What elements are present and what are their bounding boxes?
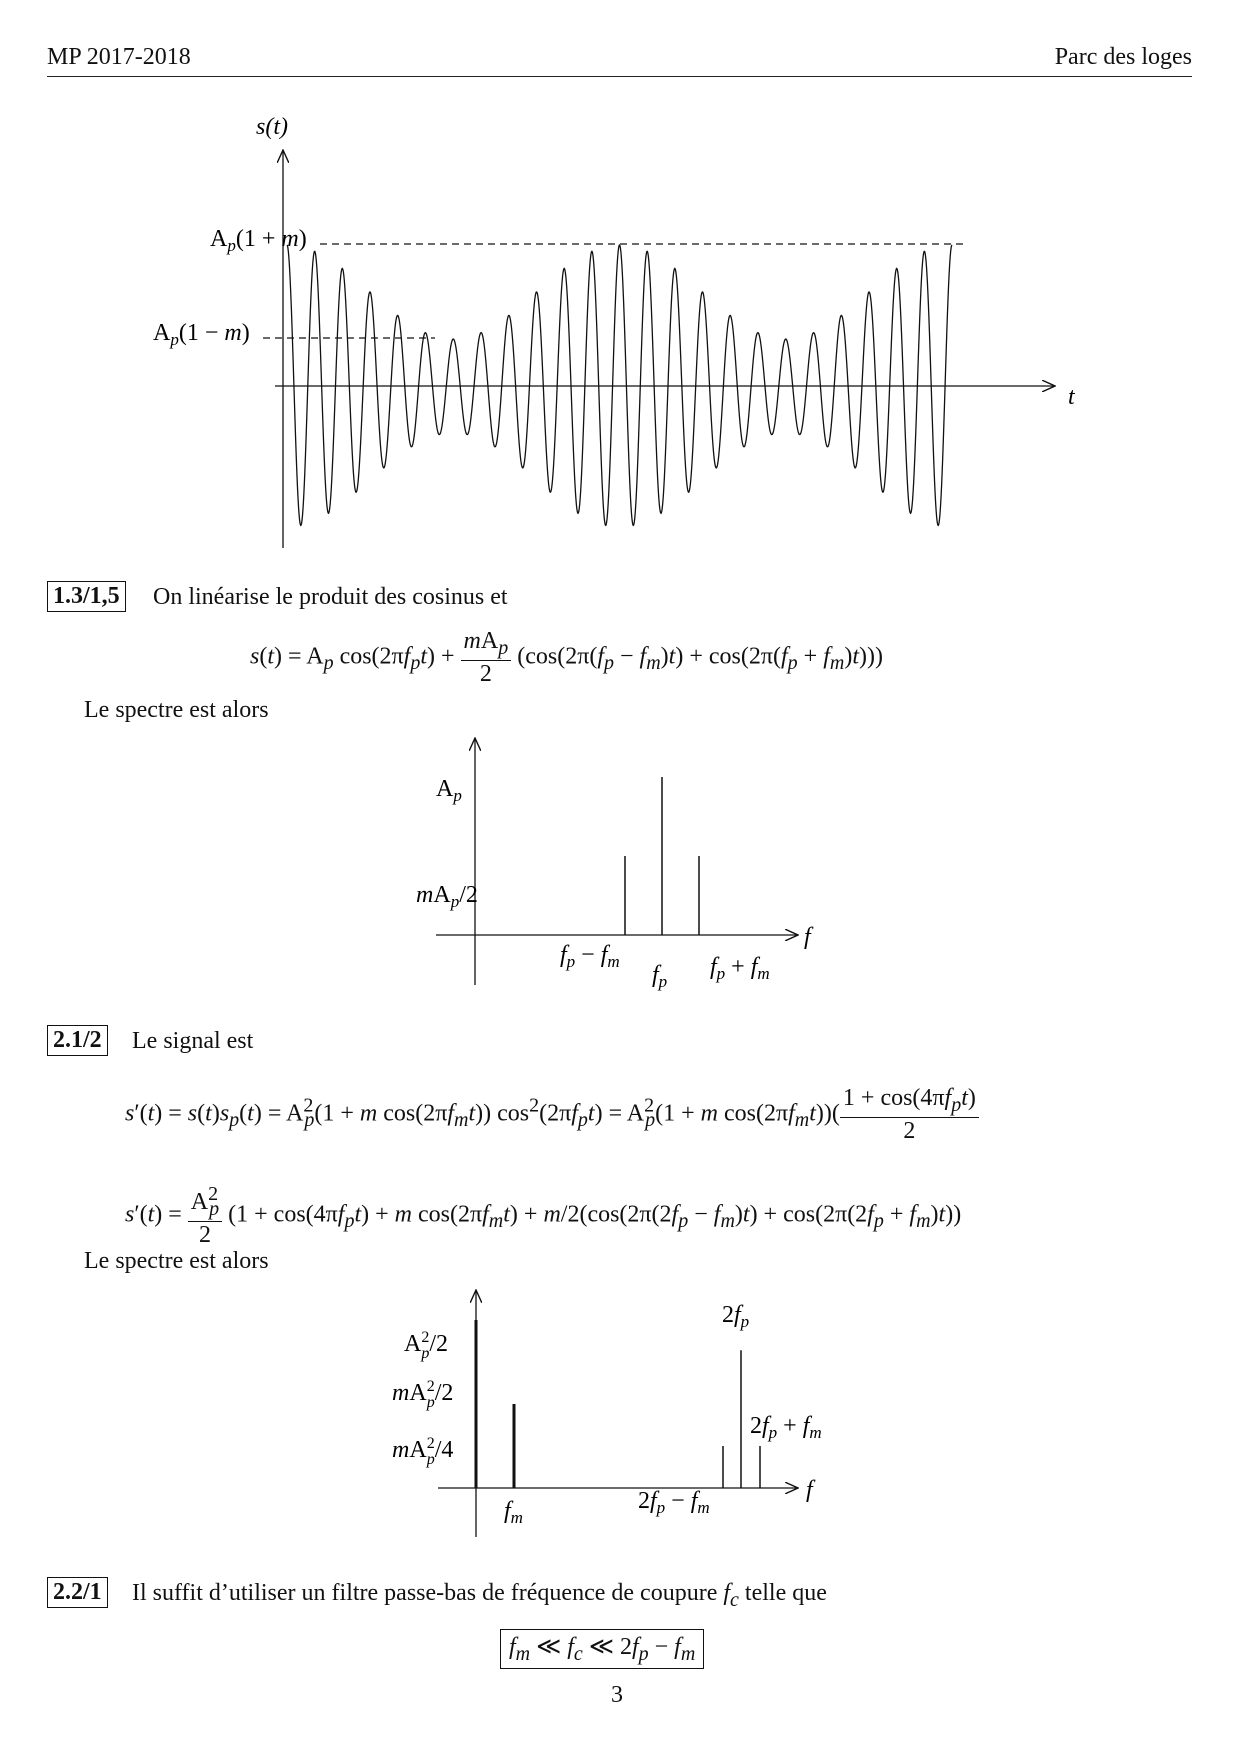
spectrum2-label-map2-4: $mA^2$ p/4 bbox=[392, 1435, 454, 1468]
spectrum1-label-map2: $mA_p/2$ bbox=[416, 882, 478, 911]
spectrum1-label-ap: $A_p$ bbox=[436, 776, 462, 805]
header-right: Parc des loges bbox=[1054, 44, 1192, 70]
section-tag-1-3: 1.3/1,5 bbox=[47, 581, 126, 612]
spectrum2-label-2fp-plus-fm: $2f_p + f_m$ bbox=[750, 1413, 822, 1442]
spectrum2-x-label: f bbox=[806, 1477, 813, 1503]
x-axis-label: t bbox=[1068, 384, 1075, 410]
header-left: MP 2017-2018 bbox=[47, 44, 191, 70]
section-tag-2-2: 2.2/1 bbox=[47, 1577, 108, 1608]
min-level-label: $A_p(1 - m)$ bbox=[153, 320, 250, 349]
section-1-3-text: On linéarise le produit des cosinus et bbox=[153, 584, 508, 610]
equation-s-t: $s(t) = A_p$ $\cos(2\pi f_pt)$ + $\frac{mA_p}{2}$ $(\cos(2\pi(f_p - f_m)t) + \cos(2\pi(f_p + f_m)t))$) bbox=[250, 628, 883, 687]
page-number: 3 bbox=[611, 1682, 623, 1708]
modulated-signal-plot bbox=[0, 0, 1240, 560]
signal-curve bbox=[287, 245, 952, 525]
equation-s-prime-1: $s'(t) = s(t)s_p(t) = A^2_p(1 + m$ $\cos(2\pi f_mt)$) $\cos^2(2\pi f_pt) = A^2_p(1 + m$ $\cos(2\pi f_mt)$)( $\frac{1 + \cos(4\pi f_pt)}{2}$ bbox=[125, 1085, 979, 1145]
cutoff-condition-box: $f_m$ ≪ $f_c$ ≪ $2f_p - f_m$ bbox=[500, 1629, 704, 1669]
spectrum1-x-label: f bbox=[804, 924, 811, 950]
spectrum-plot-2 bbox=[380, 1282, 900, 1547]
spectrum2-label-ap2-2: $A^2$ p/2 bbox=[404, 1329, 449, 1362]
section-2-2-text: Il suffit d’utiliser un filtre passe-bas de fréquence de coupure $f_c$ telle que bbox=[132, 1580, 827, 1611]
section-2-1-text: Le signal est bbox=[132, 1028, 254, 1054]
y-axis-label: s(t) bbox=[256, 114, 288, 140]
spectre-intro-2: Le spectre est alors bbox=[84, 1248, 269, 1274]
spectrum1-label-fp-minus-fm: $f_p - f_m$ bbox=[560, 942, 620, 971]
spectrum2-label-2fp: $2f_p$ bbox=[722, 1302, 750, 1331]
section-tag-2-1: 2.1/2 bbox=[47, 1025, 108, 1056]
spectrum1-label-fp-plus-fm: $f_p + f_m$ bbox=[710, 954, 770, 983]
equation-s-prime-2: s′(t) = $\frac{A^2_p}{2}$ ($1 + \cos(4\pi f_pt) + m$ $\cos(2\pi f_mt) + m/2(\cos(2\pi(2f_p - f_m)t) + \cos(2\pi(2f_p + f_m)t))$ bbox=[125, 1183, 962, 1248]
spectrum-plot-1 bbox=[380, 730, 840, 1000]
spectrum2-label-fm: $f_m$ bbox=[504, 1498, 523, 1527]
spectrum1-label-fp: $f_p$ bbox=[652, 962, 668, 991]
spectrum2-label-map2-2: $mA^2$ p/2 bbox=[392, 1378, 454, 1411]
spectrum2-label-2fp-minus-fm: $2f_p - f_m$ bbox=[638, 1488, 710, 1517]
max-level-label: $A_p(1 + m)$ bbox=[210, 226, 307, 255]
spectre-intro-1: Le spectre est alors bbox=[84, 697, 269, 723]
